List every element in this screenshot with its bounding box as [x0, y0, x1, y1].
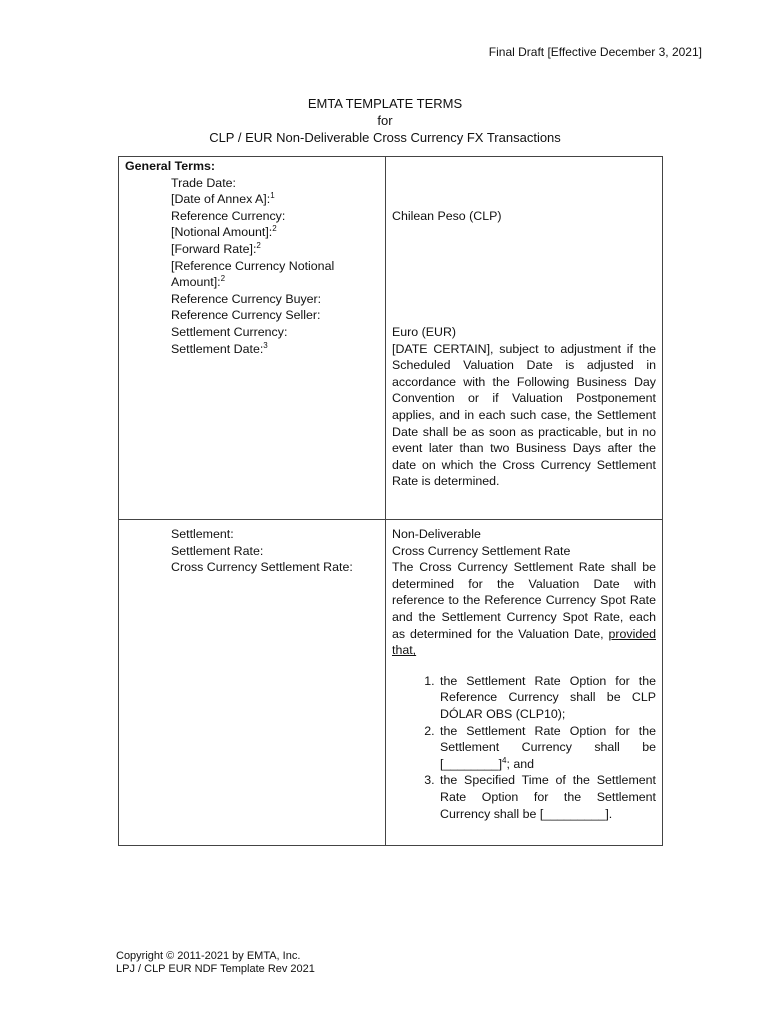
footer-template-rev: LPJ / CLP EUR NDF Template Rev 2021 [116, 963, 315, 975]
label-settlement-date: Settlement Date:$^3$ [171, 340, 268, 356]
value-reference-currency: Chilean Peso (CLP) [392, 208, 502, 223]
document-title [0, 95, 770, 146]
label-ref-notional-1: [Reference Currency Notional [171, 258, 335, 273]
footer [116, 950, 315, 976]
label-settlement-currency: Settlement Currency: [171, 324, 288, 339]
label-ref-currency-buyer: Reference Currency Buyer: [171, 291, 322, 306]
label-reference-currency: Reference Currency: [171, 208, 286, 223]
footnote-mark: 4 [502, 755, 507, 765]
header-note: Final Draft [Effective December 3, 2021] [488, 45, 702, 59]
title-line-1: EMTA TEMPLATE TERMS [307, 96, 463, 111]
title-line-2: for [377, 113, 393, 128]
footnote-mark: 3 [263, 340, 268, 350]
value-cross-currency-rate: The Cross Currency Settlement Rate shall be determined for the Valuation Date with reference to the Reference Currency Spot Rate and the Settlement Currency Spot Rate, each as determined for the Valuation Date, provided that, [392, 560, 656, 658]
title-line-3: CLP / EUR Non-Deliverable Cross Currency FX Transactions [209, 130, 561, 145]
footnote-mark: 2 [220, 274, 226, 284]
list-item: 1. the Settlement Rate Option for the Reference Currency shall be CLP DÓLAR OBS (CLP10); [438, 673, 656, 723]
label-ref-notional-2: Amount]:$^2$ [171, 274, 226, 290]
value-settlement-rate: Cross Currency Settlement Rate [392, 543, 571, 558]
value-settlement-date: [DATE CERTAIN], subject to adjustment if the Scheduled Valuation Date is adjusted in accordance with the Following Business Day Convention or if Valuation Postponement applies, and in each such case, the Settlement Date shall be as soon as practicable, but in no event later than two Business Days after the date on which the Cross Currency Settlement Rate is determined. [392, 341, 656, 489]
label-date-of-annex: [Date of Annex A]:$^1$ [171, 191, 275, 207]
value-settlement: Non-Deliverable [392, 527, 481, 541]
general-terms-values [386, 157, 663, 520]
general-terms-labels [119, 157, 386, 520]
footer-copyright: Copyright © 2011-2021 by EMTA, Inc. [116, 950, 301, 962]
label-trade-date: Trade Date: [171, 175, 236, 190]
footnote-mark: 2 [256, 240, 261, 250]
label-notional-amount: [Notional Amount]:$^2$ [171, 224, 277, 240]
general-terms-heading: General Terms: [125, 159, 215, 173]
label-settlement: Settlement: [171, 527, 234, 541]
settlement-values [386, 520, 663, 846]
label-ref-currency-seller: Reference Currency Seller: [171, 308, 321, 323]
value-settlement-currency: Euro (EUR) [392, 324, 457, 339]
label-settlement-rate: Settlement Rate: [171, 543, 264, 558]
label-cross-currency-rate: Cross Currency Settlement Rate: [171, 560, 353, 575]
provided-that: provided that, [392, 626, 656, 658]
rate-options-list [392, 673, 656, 822]
list-item: 2. the Settlement Rate Option for the Settlement Currency shall be [________]$^4$; and [438, 723, 656, 773]
settlement-row [119, 520, 663, 846]
footnote-mark: 2 [272, 224, 277, 234]
footnote-mark: 1 [270, 191, 275, 201]
settlement-labels [119, 520, 386, 846]
list-item: 3. the Specified Time of the Settlement Rate Option for the Settlement Currency shall be [_________]. [438, 772, 656, 822]
label-forward-rate: [Forward Rate]:$^2$ [171, 240, 261, 256]
general-terms-row [119, 157, 663, 520]
terms-table [118, 156, 663, 846]
